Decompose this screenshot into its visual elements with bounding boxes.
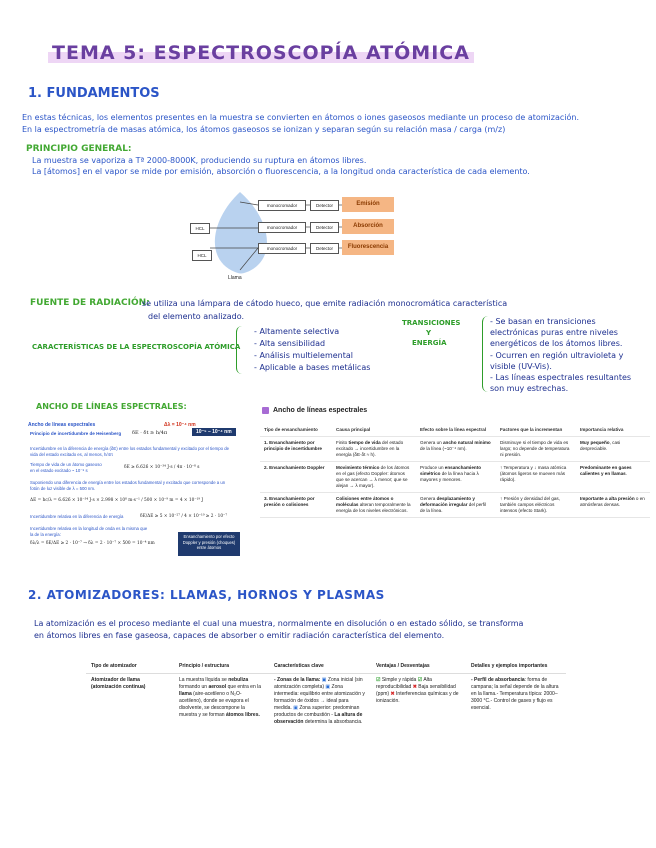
- table1-title-row: [262, 407, 367, 414]
- principio-label: PRINCIPIO GENERAL:: [26, 144, 132, 154]
- check-icon: ☑: [417, 677, 423, 683]
- check-icon: ☑: [376, 677, 381, 683]
- fuente-text1: se utiliza una lámpara de cátodo hueco, que emite radiación monocromática característica: [142, 299, 508, 308]
- atomic-spectroscopy-diagram: [180, 190, 410, 285]
- s1-line1: En estas técnicas, los elementos presentes en la muestra se convierten en átomos o iones gaseosos mediante un proceso de atomización.: [22, 113, 580, 122]
- t2-h2: Características clave: [269, 660, 371, 674]
- page-title-wrap: [48, 42, 474, 64]
- t1-h2: Efecto sobre la línea espectral: [416, 424, 496, 437]
- flame-label: Llama: [228, 275, 242, 281]
- principio-line2: La [átomos] en el vapor se mide por emisión, absorción o fluorescencia, a la longitud onda característica de cada elemento.: [32, 167, 530, 176]
- caracteristica-1: - Alta sensibilidad: [254, 339, 326, 348]
- table1-header: [260, 424, 650, 437]
- heisenberg-label: Principio de incertidumbre de Heisenberg: [30, 431, 122, 436]
- table-row: Atomizador de llama (atomización continua) La muestra líquida se nebuliza formando un aerosol que entra en la llama (aire-acetileno o N₂O-acetileno), donde se evapora el disolvente, se descompone la muestra y se forman átomos libres. - Zonas de la llama: ▣ Zona inicial (sin atomización completa) ▣ Zona intermedia: equilibrio entre atomización y formación de óxidos → ideal para medida. ▣ Zona superior: predominan productos de combustión - La altura de observación determina la absorbancia. ☑ Simple y rápida ☑ Alta reproducibilidad ✖ Baja sensibilidad (ppm) ✖ Interferencias químicas y de ionización. - Perfil de absorbancia: forma de campana; la señal depende de la altura en la llama.- Temperatura típica: 2000–3000 °C.- Control de gases y flujo es esencial.: [91, 677, 559, 725]
- card-f4: δE/ΔE ≥ 5 × 10⁻²⁷ / 4 × 10⁻¹⁹ ≥ 2 · 10⁻⁷: [140, 514, 228, 519]
- cross-icon: ✖: [390, 691, 395, 697]
- table-row: 1. Ensanchamiento por principio de incertidumbre Finito tiempo de vida del estado excitado → incertidumbre en la energía (δE·δt ≈ h). Genera un ancho natural mínimo de la línea (~10⁻⁴ nm). Disminuye si el tiempo de vida es largo; no depende de temperatura ni presión. Muy pequeño, casi despreciable.: [260, 437, 650, 462]
- ancho-label: ANCHO DE LÍNEAS ESPECTRALES:: [36, 402, 187, 411]
- table1-title-icon: [262, 407, 269, 414]
- detector-1: Detector: [310, 200, 339, 211]
- card-f2: δE ≥ 6.626 × 10⁻³⁴ J·s / 4π · 10⁻⁸ s: [124, 465, 200, 470]
- monochromator-3: monocromador: [258, 243, 306, 254]
- broadening-table: [260, 424, 650, 518]
- t2-h4: Detalles y ejemplos importantes: [466, 660, 566, 674]
- cross-icon: ✖: [412, 684, 417, 690]
- heisenberg-formula: δE · δt ≥ h/4π: [132, 430, 168, 436]
- monochromator-2: monocromador: [258, 222, 306, 233]
- t1-h3: Factores que la incrementan: [496, 424, 576, 437]
- transiciones-label3: ENERGÍA: [412, 339, 447, 347]
- detector-3: Detector: [310, 243, 339, 254]
- detector-2: Detector: [310, 222, 339, 233]
- card-p3: Suponiendo una diferencia de energía entre los estados fundamental y excitado que corresponde a un fotón de luz visible de λ = 500 nm.: [30, 480, 226, 491]
- section1-heading: 1. FUNDAMENTOS: [28, 86, 160, 101]
- card-f5: δλ/λ = δE/ΔE ≥ 2 · 10⁻⁷ → δλ = 2 · 10⁻⁷ × 500 = 10⁻⁴ nm: [30, 541, 155, 546]
- monochromator-1: monocromador: [258, 200, 306, 211]
- transiciones-label1: TRANSICIONES: [402, 319, 461, 327]
- s2-line2: en átomos libres en fase gaseosa, capaces de absorber o emitir radiación característica del elemento.: [34, 631, 445, 640]
- page-title: TEMA 5: ESPECTROSCOPÍA ATÓMICA: [48, 42, 474, 64]
- s2-line1: La atomización es el proceso mediante el cual una muestra, normalmente en disolución o en estado sólido, se transforma: [34, 619, 524, 628]
- caracteristica-0: - Altamente selectiva: [254, 327, 340, 336]
- card-p4: Incertidumbre relativa en la diferencia de energía: [30, 514, 124, 519]
- fuente-text2: del elemento analizado.: [148, 312, 244, 321]
- t1-h0: Tipo de ensanchamiento: [260, 424, 332, 437]
- caracteristicas-label: CARACTERÍSTICAS DE LA ESPECTROSCOPÍA ATÓMICA: [32, 343, 241, 351]
- card-p5: Incertidumbre relativa en la longitud de onda es la misma que la de la energía:: [30, 526, 148, 537]
- section2-heading: 2. ATOMIZADORES: LLAMAS, HORNOS Y PLASMAS: [28, 588, 385, 602]
- emission-box: Emisión: [342, 197, 394, 212]
- caracteristica-3: - Aplicable a bases metálicas: [254, 363, 371, 372]
- absorption-box: Absorción: [342, 219, 394, 234]
- t2-h0: Tipo de atomizador: [86, 660, 174, 674]
- transicion-0: - Se basan en transiciones electrónicas puras entre niveles energéticos de los átomos libres.: [490, 317, 623, 348]
- table-row: 2. Ensanchamiento Doppler Movimiento térmico de los átomos en el gas (efecto Doppler: átomos que se acercan → λ menor; que se alejan → λ mayor). Produce un ensanchamiento simétrico de la línea hacia λ mayores y menores. ↑ Temperatura y ↓ masa atómica (átomos ligeros se mueven más rápido). Predominante en gases calientes y en llamas.: [260, 462, 650, 493]
- card-f3: ΔE = hc/λ = 6.626 × 10⁻³⁴ J·s × 2.998 × 10⁸ m·s⁻¹ / 500 × 10⁻⁹ m = 4 × 10⁻¹⁹ J: [30, 498, 204, 503]
- doppler-dark-box: Ensanchamiento por efecto Doppler y presión (choques) entre átomos: [178, 532, 240, 556]
- atomizer-table: [86, 660, 566, 729]
- t2-h3: Ventajas / Desventajas: [371, 660, 466, 674]
- card-range: Δλ = 10⁻⁴ nm: [164, 422, 196, 428]
- card-p2a: Tiempo de vida de un átomo gaseoso: [30, 462, 102, 467]
- table2-header: [86, 660, 566, 674]
- hcl-lamp-2: HCL: [192, 250, 212, 261]
- caracteristicas-brace: [236, 326, 245, 374]
- transicion-1: - Ocurren en región ultravioleta y visible (UV-Vis).: [490, 351, 624, 371]
- fuente-label: FUENTE DE RADIACIÓN:: [30, 298, 150, 308]
- t2-h1: Principio / estructura: [174, 660, 269, 674]
- heisenberg-card: [28, 422, 250, 572]
- t1-h4: Importancia relativa: [576, 424, 650, 437]
- table-row: 3. Ensanchamiento por presión o colisiones Colisiones entre átomos o moléculas alteran temporalmente la energía de los niveles electrónicos. Genera desplazamiento y deformación irregular del perfil de la línea. ↑ Presión y densidad del gas, también campos eléctricos intensos (efecto Stark). Importante a alta presión o en atmósferas densas.: [260, 493, 650, 518]
- transicion-2: - Las líneas espectrales resultantes son muy estrechas.: [490, 373, 632, 393]
- card-title: Ancho de líneas espectrales: [28, 422, 96, 428]
- heisenberg-box: 10⁻⁵ – 10⁻⁴ nm: [192, 428, 236, 436]
- caracteristica-2: - Análisis multielemental: [254, 351, 353, 360]
- t1-h1: Causa principal: [332, 424, 416, 437]
- transiciones-label2: Y: [426, 329, 432, 337]
- principio-line1: La muestra se vaporiza a Tª 2000-8000K, produciendo su ruptura en átomos libres.: [32, 156, 367, 165]
- s1-line2: En la espectrometría de masas atómica, los átomos gaseosos se ionizan y separan según su relación masa / carga (m/z): [22, 125, 506, 134]
- table1-title: Ancho de líneas espectrales: [273, 407, 368, 414]
- card-p1: Incertidumbre en la diferencia de energía (δE) entre los estados fundamental y excitado por el tiempo de vida del estado excitado es, al menos, h/4π: [30, 446, 229, 457]
- fluorescence-box: Fluorescencia: [342, 240, 394, 255]
- transiciones-brace: [482, 316, 489, 392]
- card-p2b: en el estado excitado ~ 10⁻⁸ s: [30, 468, 88, 473]
- hcl-lamp-1: HCL: [190, 223, 210, 234]
